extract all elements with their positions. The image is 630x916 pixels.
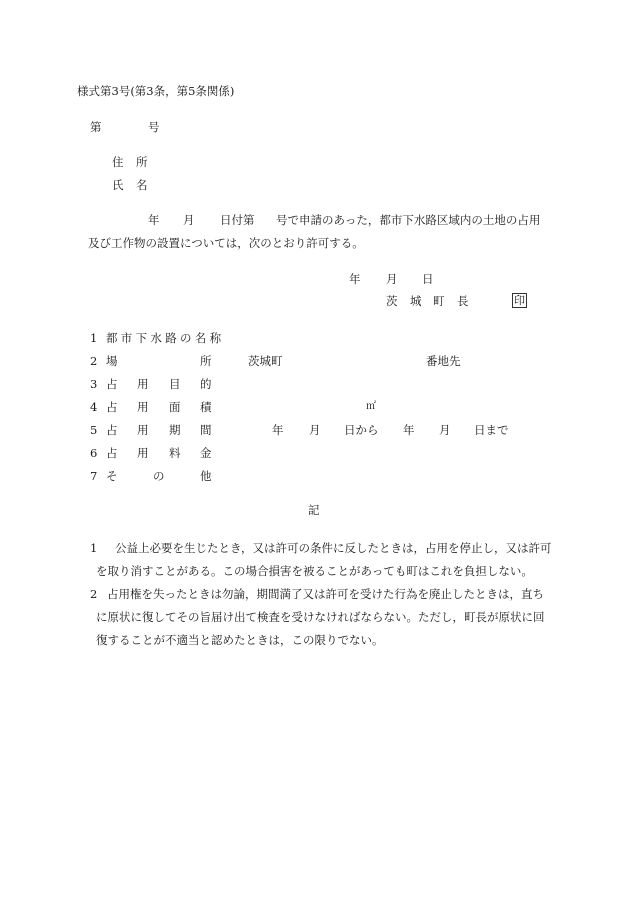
issuer-char-1: 茨 — [386, 294, 398, 308]
item-5-label-1: 占 — [106, 423, 118, 437]
item-3-number: 3 — [90, 377, 98, 391]
item-5-label-3: 期 — [169, 423, 181, 437]
body-line2: 及び工作物の設置については，次のとおり許可する。 — [88, 236, 364, 250]
item-4-label-4: 積 — [200, 400, 212, 414]
issue-year: 年 — [349, 272, 361, 286]
item-4-label-1: 占 — [106, 400, 118, 414]
item-2-label-2: 所 — [200, 354, 212, 368]
item-5-from-day: 日から — [344, 423, 379, 437]
item-5-from-year: 年 — [272, 423, 284, 437]
item-6-label-3: 料 — [169, 446, 181, 460]
condition-1-line-2: を取り消すことがある。この場合損害を被ることがあっても町はこれを負担しない。 — [96, 564, 533, 578]
item-5-label-4: 間 — [200, 423, 212, 437]
item-3-label-4: 的 — [200, 377, 212, 391]
item-5-to-day: 日まで — [474, 423, 509, 437]
item-5-from-month: 月 — [309, 423, 321, 437]
body-month: 月 — [183, 213, 195, 227]
address-label-1: 住 — [112, 155, 124, 169]
issue-month: 月 — [386, 272, 398, 286]
condition-1-number: 1 — [90, 541, 98, 555]
item-5-label-2: 用 — [137, 423, 149, 437]
item-4-label-3: 面 — [169, 400, 181, 414]
item-2-number: 2 — [90, 354, 98, 368]
issuer-char-2: 城 — [410, 294, 422, 308]
item-3-label-1: 占 — [106, 377, 118, 391]
body-day-no: 日付第 — [220, 213, 255, 227]
issuer-char-3: 町 — [433, 294, 445, 308]
item-4-number: 4 — [90, 400, 98, 414]
ki-heading: 記 — [308, 503, 320, 517]
item-6-label-2: 用 — [137, 446, 149, 460]
address-label-2: 所 — [136, 155, 148, 169]
item-5-to-month: 月 — [439, 423, 451, 437]
item-1-label: 都市下水路の名称 — [106, 331, 225, 345]
item-7-label-1: そ — [106, 469, 118, 483]
condition-1-line-1: 公益上必要を生じたとき，又は許可の条件に反したときは，占用を停止し，又は許可 — [115, 541, 552, 555]
item-6-number: 6 — [90, 446, 98, 460]
condition-2-line-2: に原状に復してその旨届け出て検査を受けなければならない。ただし，町長が原状に回 — [96, 610, 545, 624]
issue-day: 日 — [422, 272, 434, 286]
item-4-unit: ㎡ — [366, 401, 376, 412]
item-5-to-year: 年 — [403, 423, 415, 437]
name-label-1: 氏 — [112, 178, 124, 192]
body-line1-text: 号で申請のあった，都市下水路区域内の土地の占用 — [276, 213, 541, 227]
doc-number-prefix: 第 — [90, 120, 102, 134]
item-3-label-3: 目 — [169, 377, 181, 391]
body-year: 年 — [148, 213, 160, 227]
form-number: 様式第3号(第3条，第5条関係) — [77, 84, 235, 98]
item-5-number: 5 — [90, 423, 98, 437]
seal-icon: 印 — [514, 294, 525, 307]
doc-number-suffix: 号 — [148, 120, 160, 134]
name-label-2: 名 — [136, 178, 148, 192]
item-2-town: 茨城町 — [248, 354, 283, 368]
item-1-number: 1 — [90, 331, 98, 345]
item-7-number: 7 — [90, 469, 98, 483]
condition-2-line-3: 復することが不適当と認めたときは，この限りでない。 — [96, 633, 384, 647]
item-3-label-2: 用 — [137, 377, 149, 391]
issuer-char-4: 長 — [457, 294, 469, 308]
item-6-label-4: 金 — [200, 446, 212, 460]
item-6-label-1: 占 — [106, 446, 118, 460]
item-2-lot-suffix: 番地先 — [426, 354, 461, 368]
item-7-label-2: の — [153, 469, 165, 483]
seal-mark — [512, 293, 527, 308]
condition-2-line-1: 占用権を失ったときは勿論，期間満了又は許可を受けた行為を廃止したときは，直ち — [107, 587, 544, 601]
item-2-label-1: 場 — [106, 354, 118, 368]
item-7-label-3: 他 — [200, 469, 212, 483]
item-4-label-2: 用 — [137, 400, 149, 414]
condition-2-number: 2 — [90, 587, 98, 601]
